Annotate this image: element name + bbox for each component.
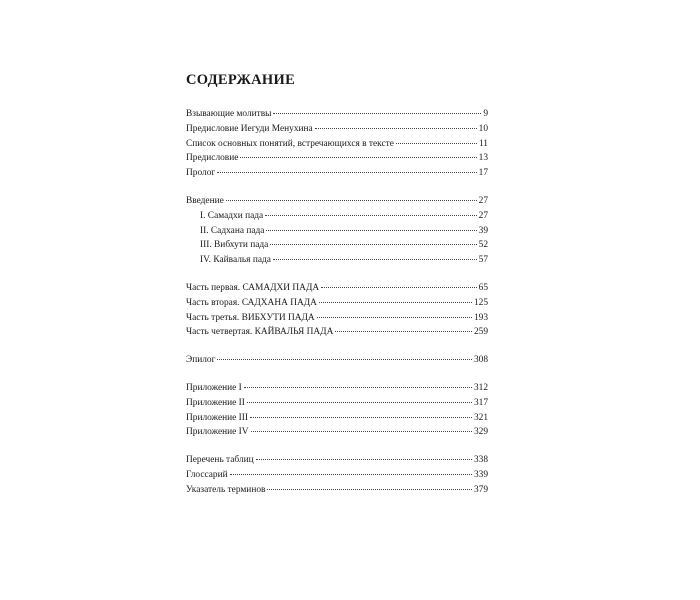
toc-group-introduction — [186, 194, 488, 268]
toc-entry-label: III. Вибхути пада — [200, 240, 269, 251]
toc-group-appendices — [186, 381, 488, 440]
toc-entry — [186, 296, 488, 311]
toc-group-front-matter — [186, 107, 488, 181]
dot-leader — [396, 143, 477, 144]
dot-leader — [217, 359, 472, 360]
toc-entry-label: Приложение II — [186, 397, 245, 408]
dot-leader — [317, 317, 472, 318]
toc-entry-page: 27 — [478, 210, 488, 221]
dot-leader — [273, 113, 481, 114]
dot-leader — [270, 244, 476, 245]
toc-entry-page: 321 — [473, 412, 488, 423]
dot-leader — [240, 157, 476, 158]
toc-entry-page: 379 — [473, 484, 488, 495]
toc-entry-page: 259 — [473, 327, 488, 338]
toc-group-parts — [186, 281, 488, 340]
toc-entry — [186, 151, 488, 166]
dot-leader — [256, 459, 472, 460]
toc-subentry — [186, 224, 488, 239]
toc-entry — [186, 353, 488, 368]
toc-entry-label: Приложение I — [186, 382, 242, 393]
dot-leader — [267, 489, 471, 490]
toc-entry-label: Перечень таблиц — [186, 455, 254, 466]
toc-entry — [186, 483, 488, 498]
dot-leader — [244, 387, 472, 388]
toc-entry-label: II. Садхана пада — [200, 225, 265, 236]
toc-entry-label: Приложение III — [186, 412, 249, 423]
toc-group-epilogue — [186, 353, 488, 368]
toc-entry — [186, 468, 488, 483]
toc-entry — [186, 194, 488, 209]
toc-entry-page: 338 — [473, 455, 488, 466]
toc-entry-page: 13 — [478, 153, 488, 164]
toc-entry — [186, 381, 488, 396]
dot-leader — [319, 302, 472, 303]
toc-entry-page: 339 — [473, 469, 488, 480]
toc-entry-page: 312 — [473, 382, 488, 393]
toc-entry-label: Приложение IV — [186, 427, 249, 438]
toc-entry-page: 52 — [478, 240, 488, 251]
table-of-contents — [186, 70, 488, 498]
toc-subentry — [186, 209, 488, 224]
toc-entry-label: Список основных понятий, встречающихся в тексте — [186, 138, 394, 149]
toc-entry-page: 317 — [473, 397, 488, 408]
toc-entry-label: Глоссарий — [186, 469, 228, 480]
toc-entry-page: 27 — [478, 195, 488, 206]
toc-entry-label: Пролог — [186, 168, 216, 179]
toc-entry-label: Введение — [186, 195, 224, 206]
toc-subentry — [186, 253, 488, 268]
toc-entry — [186, 325, 488, 340]
toc-entry — [186, 411, 488, 426]
dot-leader — [335, 331, 472, 332]
toc-group-back-matter — [186, 453, 488, 497]
dot-leader — [226, 200, 477, 201]
toc-entry-page: 39 — [478, 225, 488, 236]
toc-entry-label: I. Самадхи пада — [200, 210, 264, 221]
toc-entry — [186, 396, 488, 411]
toc-entry — [186, 281, 488, 296]
toc-entry-page: 57 — [478, 255, 488, 266]
toc-entry — [186, 453, 488, 468]
toc-entry — [186, 311, 488, 326]
toc-entry — [186, 122, 488, 137]
toc-entry-page: 17 — [478, 168, 488, 179]
toc-entry-page: 193 — [473, 312, 488, 323]
toc-entry — [186, 425, 488, 440]
toc-entry — [186, 107, 488, 122]
toc-entry-page: 11 — [478, 138, 488, 149]
dot-leader — [247, 402, 472, 403]
toc-entry-label: Эпилог — [186, 355, 216, 366]
toc-entry-label: Часть третья. ВИБХУТИ ПАДА — [186, 312, 315, 323]
toc-entry-label: Предисловие Иегуди Менухина — [186, 123, 313, 134]
toc-entry — [186, 137, 488, 152]
dot-leader — [250, 417, 472, 418]
toc-entry-page: 65 — [478, 282, 488, 293]
toc-entry-page: 9 — [483, 109, 488, 119]
dot-leader — [321, 287, 477, 288]
toc-entry-label: Часть первая. САМАДХИ ПАДА — [186, 282, 320, 293]
toc-entry-label: Указатель терминов — [186, 484, 266, 495]
toc-entry-label: Взывающие молитвы — [186, 109, 272, 119]
dot-leader — [265, 215, 476, 216]
dot-leader — [315, 128, 477, 129]
toc-entry-page: 125 — [473, 297, 488, 308]
dot-leader — [266, 230, 476, 231]
toc-entry-label: Часть четвертая. КАЙВАЛЬЯ ПАДА — [186, 327, 334, 338]
toc-entry-page: 329 — [473, 427, 488, 438]
toc-entry — [186, 166, 488, 181]
toc-entry-page: 308 — [473, 355, 488, 366]
toc-entry-label: Часть вторая. САДХАНА ПАДА — [186, 297, 317, 308]
toc-entry-page: 10 — [478, 123, 488, 134]
dot-leader — [251, 431, 472, 432]
dot-leader — [273, 259, 477, 260]
toc-entry-label: Предисловие — [186, 153, 239, 164]
toc-entry-label: IV. Кайвалья пада — [200, 255, 271, 266]
dot-leader — [217, 172, 476, 173]
dot-leader — [230, 474, 472, 475]
toc-subentry — [186, 238, 488, 253]
page-title: СОДЕРЖАНИЕ — [186, 72, 296, 88]
